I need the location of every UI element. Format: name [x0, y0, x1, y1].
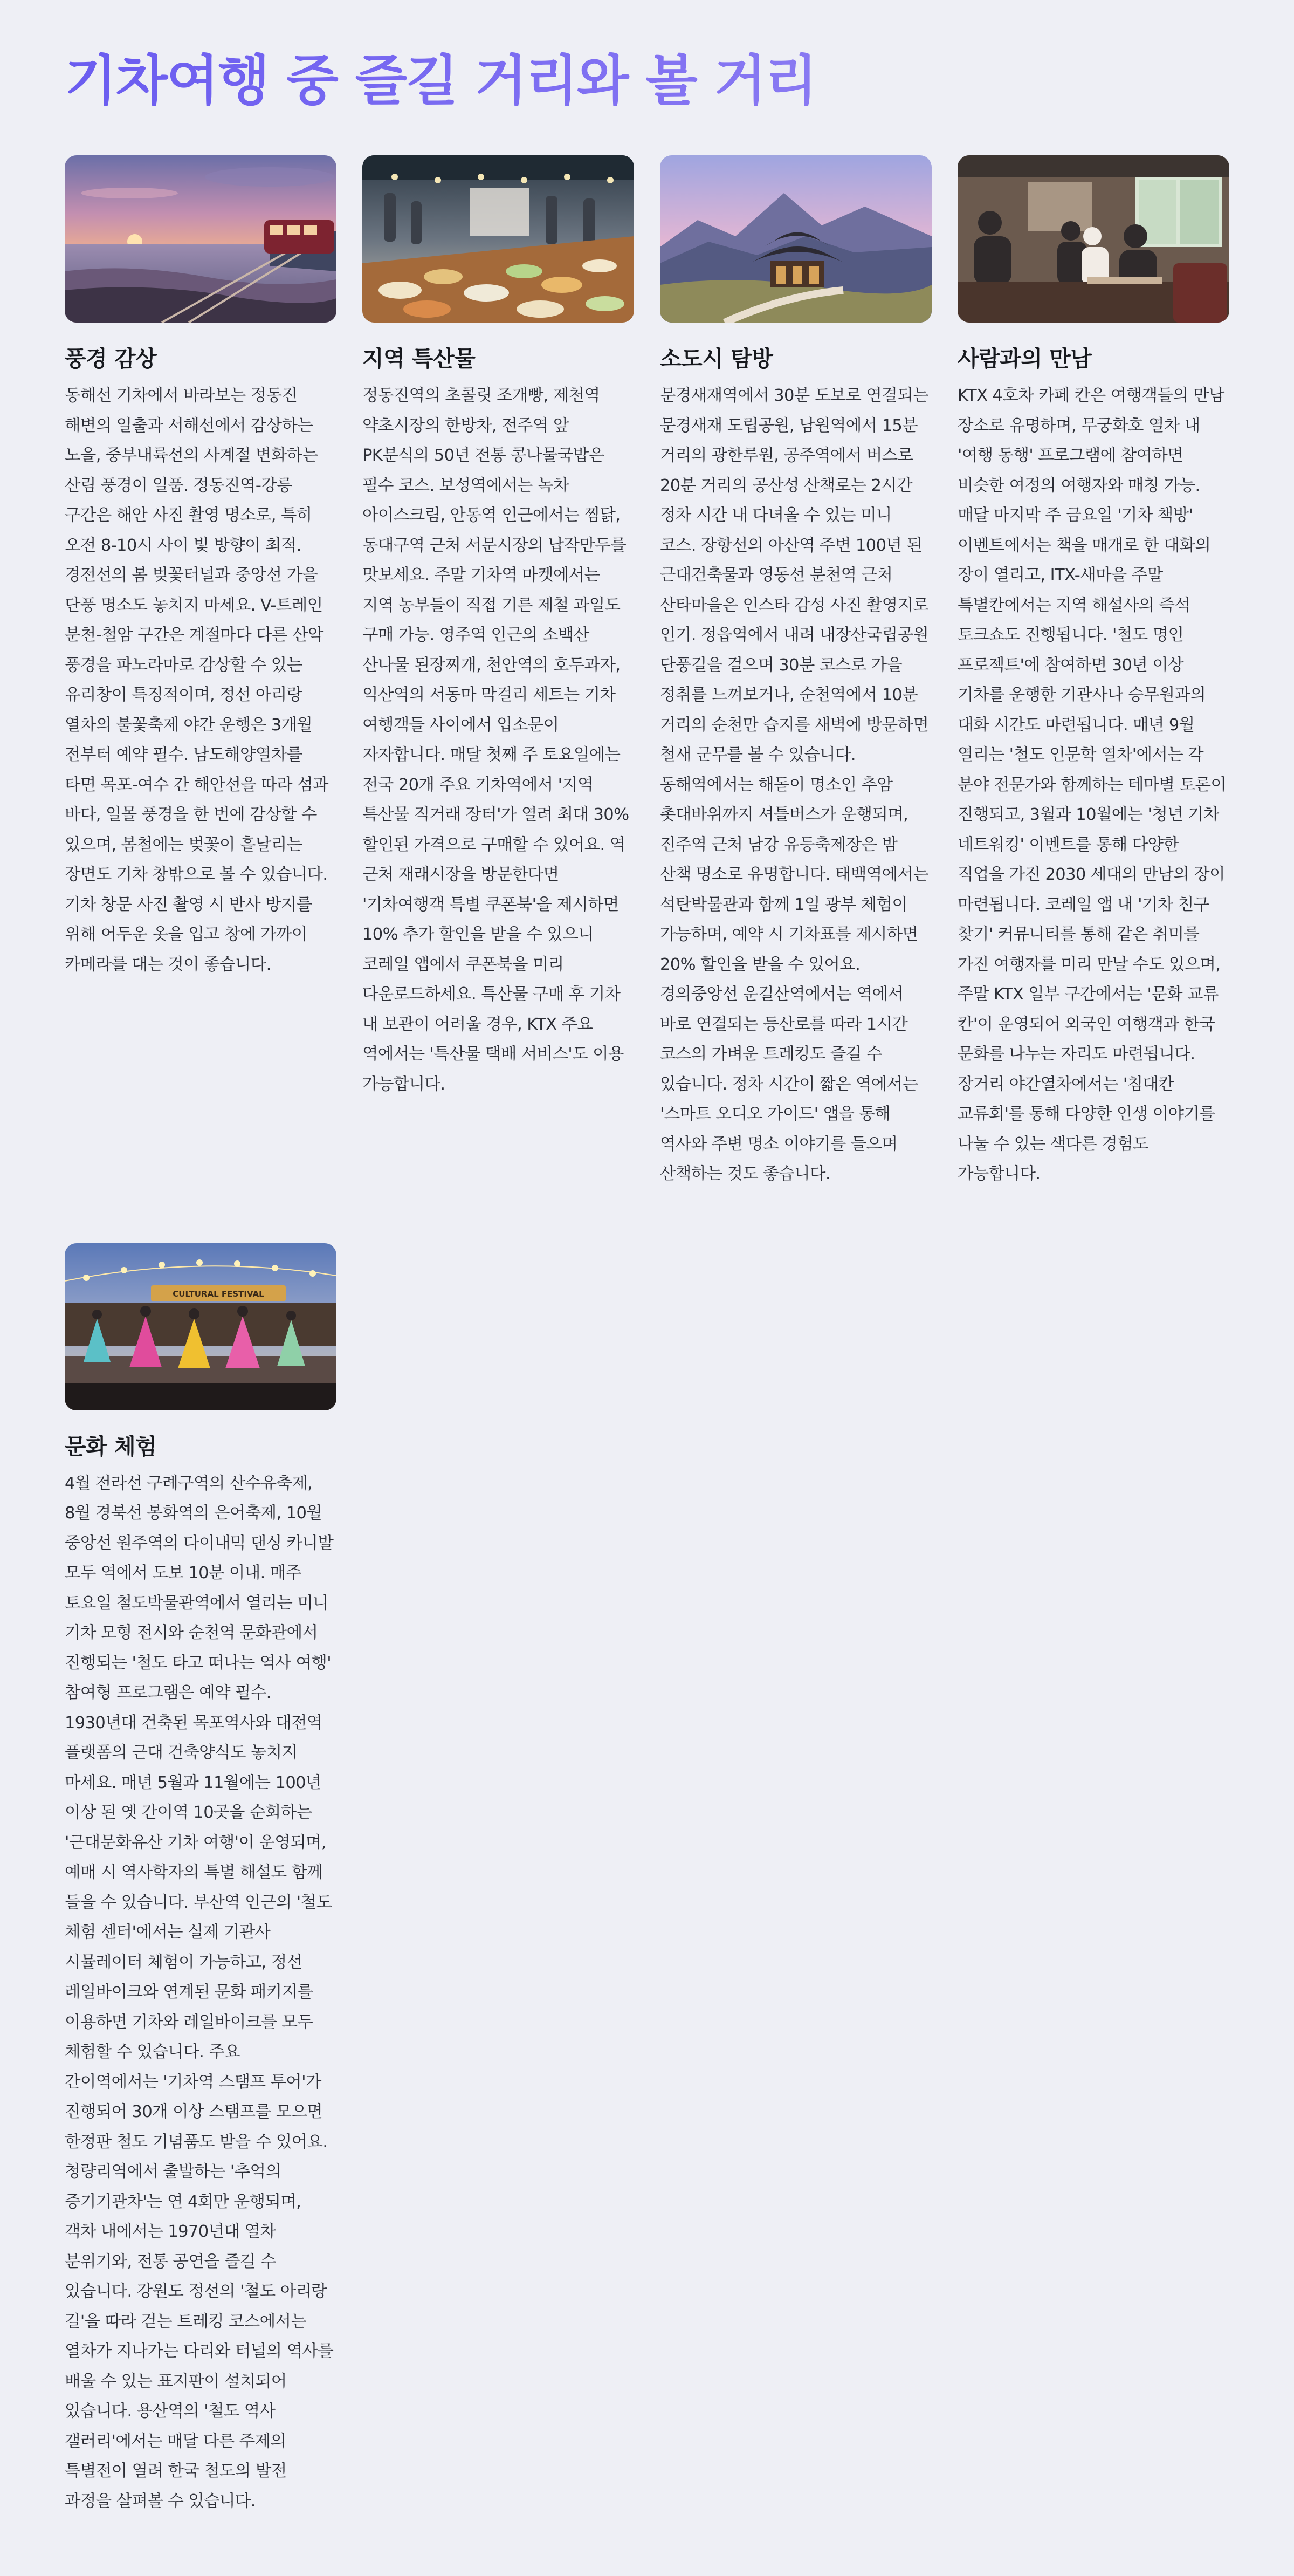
card-body: 정동진역의 초콜릿 조개빵, 제천역 약초시장의 한방차, 전주역 앞 PK분식의 50년 전통 콩나물국밥은 필수 코스. 보성역에서는 녹차 아이스크림, 안동역 인근에서는 찜닭, 동대구역 근처 서문시장의 납작만두를 맛보세요. 주말 기차역 마켓에서는 지역 농부들이 직접 기른 제철 과일도 구매 가능. 영주역 인근의 소백산 산나물 된장찌개, 천안역의 호두과자, 익산역의 서동마 막걸리 세트는 기차 여행객들 사이에서 입소문이 자자합니다. 매달 첫째 주 토요일에는 전국 20개 주요 기차역에서 '지역 특산물 직거래 장터'가 열려 최대 30% 할인된 가격으로 구매할 수 있어요. 역 근처 재래시장을 방문한다면 '기차여행객 특별 쿠폰북'을 제시하면 10% 추가 할인을 받을 수 있으니 코레일 앱에서 쿠폰북을 미리 다운로드하세요. 특산물 구매 후 기차 내 보관이 어려울 경우, KTX 주요 역에서는 '특산물 택배 서비스'도 이용 가능합니다. [362, 386, 629, 1094]
card-scenery [65, 155, 336, 1189]
card-grid [65, 155, 1229, 2516]
card-meeting-people [958, 155, 1229, 1189]
festival-banner-text: CULTURAL FESTIVAL [173, 1289, 264, 1299]
card-body: 동해선 기차에서 바라보는 정동진 해변의 일출과 서해선에서 감상하는 노을, 중부내륙선의 사계절 변화하는 산림 풍경이 일품. 정동진역-강릉 구간은 해안 사진 촬영 명소로, 특히 오전 8-10시 사이 빛 방향이 최적. 경전선의 봄 벚꽃터널과 중앙선 가을 단풍 명소도 놓치지 마세요. V-트레인 분천-철암 구간은 계절마다 다른 산악 풍경을 파노라마로 감상할 수 있는 유리창이 특징적이며, 정선 아리랑 열차의 불꽃축제 야간 운행은 3개월 전부터 예약 필수. 남도해양열차를 타면 목포-여수 간 해안선을 따라 섬과 바다, 일몰 풍경을 한 번에 감상할 수 있으며, 봄철에는 벚꽃이 흩날리는 장면도 기차 창밖으로 볼 수 있습니다. 기차 창문 사진 촬영 시 반사 방지를 위해 어두운 옷을 입고 창에 가까이 카메라를 대는 것이 좋습니다. [65, 386, 328, 974]
card-title: 풍경 감상 [65, 346, 157, 372]
cultural-festival-dancers-image [65, 1243, 336, 1410]
card-body: 문경새재역에서 30분 도보로 연결되는 문경새재 도립공원, 남원역에서 15분 거리의 광한루원, 공주역에서 버스로 20분 거리의 공산성 산책로는 2시간 정차 시간 내 다녀올 수 있는 미니 코스. 장항선의 아산역 주변 100년 된 근대건축물과 영동선 분천역 근처 산타마을은 인스타 감성 사진 촬영지로 인기. 정읍역에서 내려 내장산국립공원 단풍길을 걸으며 30분 코스로 가을 정취를 느껴보거나, 순천역에서 10분 거리의 순천만 습지를 새벽에 방문하면 철새 군무를 볼 수 있습니다. 동해역에서는 해돋이 명소인 추암 촛대바위까지 셔틀버스가 운행되며, 진주역 근처 남강 유등축제장은 밤 산책 명소로 유명합니다. 태백역에서는 석탄박물관과 함께 1일 광부 체험이 가능하며, 예약 시 기차표를 제시하면 20% 할인을 받을 수 있어요. 경의중앙선 운길산역에서는 역에서 바로 연결되는 등산로를 따라 1시간 코스의 가벼운 트레킹도 즐길 수 있습니다. 정차 시간이 짧은 역에서는 '스마트 오디오 가이드' 앱을 통해 역사와 주변 명소 이야기를 들으며 산책하는 것도 좋습니다. [660, 386, 929, 1183]
card-title: 문화 체험 [65, 1433, 157, 1460]
page-title: 기차여행 중 즐길 거리와 볼 거리 [65, 47, 1229, 114]
card-local-specialties [362, 155, 634, 1189]
card-title: 소도시 탐방 [660, 346, 773, 372]
train-cafe-illustration [958, 155, 1229, 323]
card-title: 지역 특산물 [362, 346, 476, 372]
market-illustration [362, 155, 634, 323]
pavilion-illustration [660, 155, 932, 323]
card-title: 사람과의 만남 [958, 346, 1092, 372]
card-body: 4월 전라선 구례구역의 산수유축제, 8월 경북선 봉화역의 은어축제, 10월 중앙선 원주역의 다이내믹 댄싱 카니발 모두 역에서 도보 10분 이내. 매주 토요일 철도박물관역에서 열리는 미니 기차 모형 전시와 순천역 문화관에서 진행되는 '철도 타고 떠나는 역사 여행' 참여형 프로그램은 예약 필수. 1930년대 건축된 목포역사와 대전역 플랫폼의 근대 건축양식도 놓치지 마세요. 매년 5월과 11월에는 100년 이상 된 옛 간이역 10곳을 순회하는 '근대문화유산 기차 여행'이 운영되며, 예매 시 역사학자의 특별 해설도 함께 들을 수 있습니다. 부산역 인근의 '철도 체험 센터'에서는 실제 기관사 시뮬레이터 체험이 가능하고, 정선 레일바이크와 연계된 문화 패키지를 이용하면 기차와 레일바이크를 모두 체험할 수 있습니다. 주요 간이역에서는 '기차역 스탬프 투어'가 진행되어 30개 이상 스탬프를 모으면 한정판 철도 기념품도 받을 수 있어요. 청량리역에서 출발하는 '추억의 증기기관차'는 연 4회만 운행되며, 객차 내에서는 1970년대 열차 분위기와, 전통 공연을 즐길 수 있습니다. 강원도 정선의 '철도 아리랑 길'을 따라 걷는 트레킹 코스에서는 열차가 지나가는 다리와 터널의 역사를 배울 수 있는 표지판이 설치되어 있습니다. 용산역의 '철도 역사 갤러리'에서는 매달 다른 주제의 특별전이 열려 한국 철도의 발전 과정을 살펴볼 수 있습니다. [65, 1474, 334, 2511]
card-culture-experience [65, 1243, 336, 2517]
sunset-coastal-railway-image [65, 155, 336, 323]
station-market-food-stalls-image [362, 155, 634, 323]
hanok-pavilion-mountains-image [660, 155, 932, 323]
train-cafe-passengers-image [958, 155, 1229, 323]
card-small-town-tour [660, 155, 932, 1189]
card-body: KTX 4호차 카페 칸은 여행객들의 만남 장소로 유명하며, 무궁화호 열차 내 '여행 동행' 프로그램에 참여하면 비슷한 여정의 여행자와 매칭 가능. 매달 마지막 주 금요일 '기차 책방' 이벤트에서는 책을 매개로 한 대화의 장이 열리고, ITX-새마을 주말 특별칸에서는 지역 해설사의 즉석 토크쇼도 진행됩니다. '철도 명인 프로젝트'에 참여하면 30년 이상 기차를 운행한 기관사나 승무원과의 대화 시간도 마련됩니다. 매년 9월 열리는 '철도 인문학 열차'에서는 각 분야 전문가와 함께하는 테마별 토론이 진행되고, 3월과 10월에는 '청년 기차 네트워킹' 이벤트를 통해 다양한 직업을 가진 2030 세대의 만남의 장이 마련됩니다. 코레일 앱 내 '기차 친구 찾기' 커뮤니티를 통해 같은 취미를 가진 여행자를 미리 만날 수도 있으며, 주말 KTX 일부 구간에서는 '문화 교류 칸'이 운영되어 외국인 여행객과 한국 문화를 나누는 자리도 마련됩니다. 장거리 야간열차에서는 '침대칸 교류회'를 통해 다양한 인생 이야기를 나눌 수 있는 색다른 경험도 가능합니다. [958, 386, 1227, 1183]
festival-illustration [65, 1243, 336, 1410]
sunset-railway-illustration [65, 155, 336, 323]
